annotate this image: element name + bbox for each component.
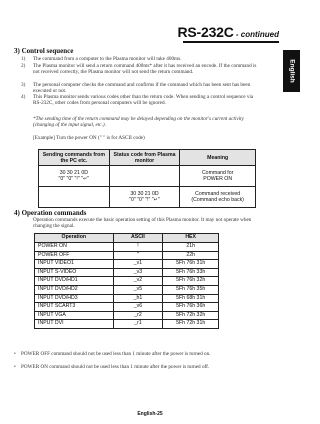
table-row [39,166,256,187]
hex-cell: 5Fh 76h 32h [163,277,219,286]
ascii-cell: _h1 [113,294,163,303]
operation-cell: INPUT DVD/HD3 [35,294,114,303]
status-hex: 30 30 21 0D [130,191,159,197]
section-4-heading: 4) Operation commands [14,209,87,217]
meaning-line: Command for [201,170,234,176]
status-ascii: "0" "0" "!" "↵" [129,197,160,203]
operation-cell: INPUT DVD/HD2 [35,285,114,294]
operation-cell: INPUT DVD/HD1 [35,277,114,286]
table-header-row [35,234,219,243]
header-subtitle: - continued [233,30,279,39]
sequence-table [38,149,256,208]
table-header-row [39,150,256,166]
hex-cell: 5Fh 68h 31h [163,294,219,303]
table-cell [180,166,256,187]
list-item-number: 1) [21,56,26,62]
meaning-line: (Command echo back) [191,197,244,203]
header-title: RS-232C [177,24,234,40]
table-row [35,285,219,294]
column-header: Sending commands from the PC etc. [39,150,110,166]
operation-cell: INPUT VGA [35,311,114,320]
table-row [35,294,219,303]
list-item-number: 4) [21,94,26,100]
ascii-cell: _r2 [113,311,163,320]
hex-cell: 5Fh 76h 36h [163,303,219,312]
ascii-cell: _v6 [113,303,163,312]
hex-cell: 5Fh 76h 31h [163,260,219,269]
list-item-text: This Plasma monitor sends various codes other than the return code. When sending a control sequence via RS-232C, other codes from personal computers will be ignored. [33,94,254,107]
hex-cell: 5Fh 72h 32h [163,311,219,320]
list-item-number: 2) [21,62,26,69]
column-header: Meaning [180,150,256,166]
ascii-cell: " [113,251,163,260]
hex-cell: 5Fh 72h 31h [163,320,219,329]
table-cell [39,166,110,187]
column-header: HEX [163,234,219,243]
bullet-text: POWER ON command should not be used less than 1 minute after the power is turned off. [21,364,210,370]
table-row [35,260,219,269]
bullet-icon: • [14,351,16,357]
list-item-text: The personal computer checks the command and confirms if the command which has been sent has been executed or not. [33,81,251,94]
operation-cell: POWER OFF [35,251,114,260]
column-header: ASCII [113,234,163,243]
language-tab-label: English [288,59,295,83]
header-rule [183,41,279,43]
list-item-text: The command from a computer to the Plasma monitor will take 400ms. [33,56,182,62]
meaning-line: Command received [195,191,241,197]
table-cell [180,187,256,208]
language-tab [283,50,300,92]
table-cell [39,187,110,208]
table-row [35,320,219,329]
timing-note: *The sending time of the return command may be delayed depending on the monitor's current activity (changing of the input signal, etc.). [33,116,244,129]
table-row [35,251,219,260]
table-row [35,277,219,286]
operation-commands-table [34,233,219,329]
operation-cell: INPUT DVI [35,320,114,329]
example-caption: [Example] Turn the power ON (" " is for ASCII code) [33,135,145,141]
operation-cell: POWER ON [35,243,114,252]
table-cell [109,187,180,208]
ascii-cell: _r1 [113,320,163,329]
hex-cell: 5Fh 76h 35h [163,285,219,294]
ascii-cell: _v5 [113,285,163,294]
bullet-text: POWER OFF command should not be used less than 1 minute after the power is turned on. [21,351,211,357]
send-ascii: "0" "0" "!" "↵" [58,176,90,182]
meaning-line: POWER ON [203,176,233,182]
table-row [35,268,219,277]
table-cell [109,166,180,187]
send-hex: 30 30 21 0D [59,170,88,176]
column-header: Status code from Plasma monitor [109,150,180,166]
hex-cell: 5Fh 76h 33h [163,268,219,277]
header-title-group [177,25,279,42]
operation-cell: INPUT VIDEO1 [35,260,114,269]
hex-cell: 22h [163,251,219,260]
list-item-number: 3) [21,81,26,88]
ascii-cell: ! [113,243,163,252]
section-4-intro: Operation commands execute the basic operation setting of this Plasma monitor. It may not operate when changing the signal. [33,217,252,230]
table-row [39,187,256,208]
ascii-cell: _v3 [113,268,163,277]
section-3-heading: 3) Control sequence [14,47,74,55]
ascii-cell: _v1 [113,260,163,269]
page-number: English-25 [137,411,163,417]
hex-cell: 21h [163,243,219,252]
operation-cell: INPUT S-VIDEO [35,268,114,277]
bullet-icon: • [14,364,16,370]
list-item-text: The Plasma monitor will send a return command 400ms* after it has received an encode. If the command is not received correctly, the Plasma monitor will not send the return command. [33,62,257,75]
column-header: Operation [35,234,114,243]
table-row [35,303,219,312]
table-row [35,243,219,252]
operation-cell: INPUT SCART3 [35,303,114,312]
table-row [35,311,219,320]
ascii-cell: _v2 [113,277,163,286]
